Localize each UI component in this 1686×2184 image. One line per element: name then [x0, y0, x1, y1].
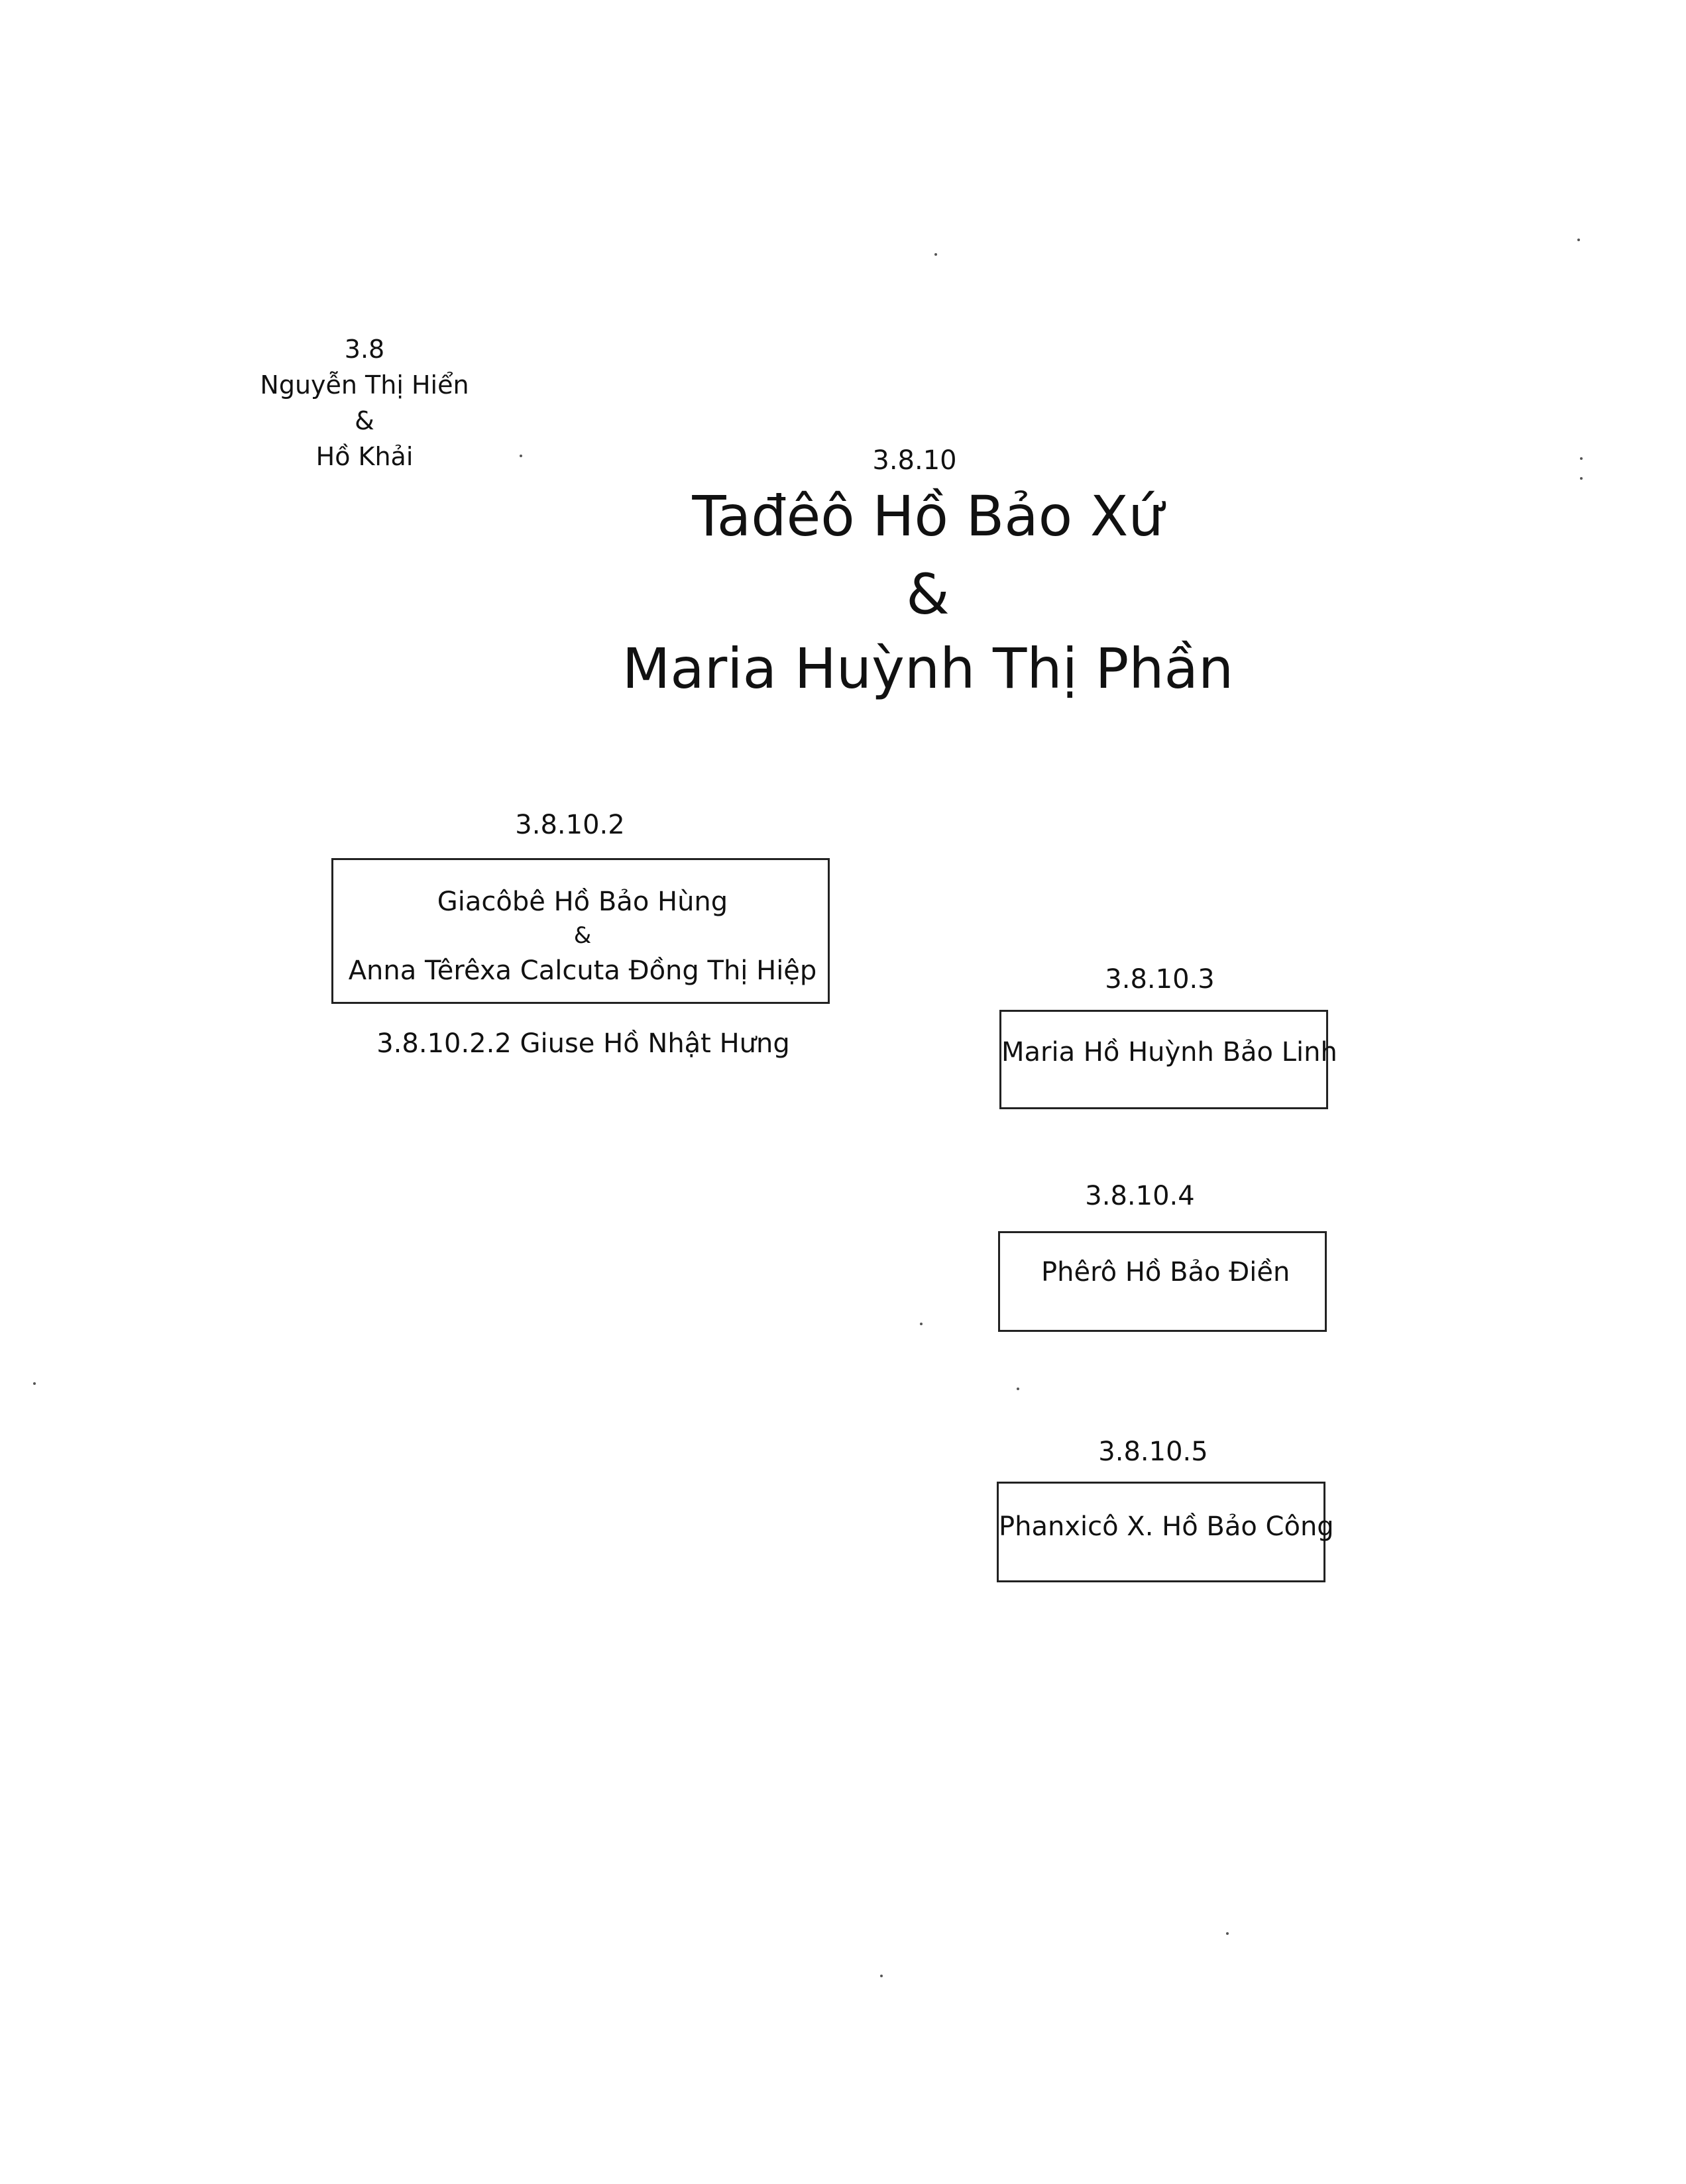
parent-id: 3.8: [344, 335, 385, 364]
parent-name-1: Nguyễn Thị Hiển: [260, 370, 469, 400]
scan-speck: [934, 253, 937, 256]
child-5-name: Phanxicô X. Hồ Bảo Công: [999, 1511, 1334, 1542]
child-4-id: 3.8.10.4: [1085, 1181, 1195, 1211]
child-3-id: 3.8.10.3: [1105, 964, 1215, 995]
parent-couple: [225, 331, 504, 474]
child-4-name: Phêrô Hồ Bảo Điền: [1041, 1257, 1290, 1287]
child-2-name-1: Giacôbê Hồ Bảo Hùng: [437, 887, 728, 917]
child-5-box: [997, 1482, 1334, 1582]
scan-speck: [1017, 1388, 1019, 1390]
main-couple-id: 3.8.10: [872, 445, 957, 476]
scan-speck: [920, 1323, 923, 1325]
child-5-id: 3.8.10.5: [1098, 1437, 1208, 1467]
scan-speck: [1580, 477, 1583, 480]
child-3-name: Maria Hồ Huỳnh Bảo Linh: [1001, 1037, 1337, 1067]
main-couple-ampersand: &: [906, 562, 950, 627]
scan-speck: [1577, 239, 1580, 241]
child-3-box: [999, 1010, 1337, 1109]
scan-speck: [1226, 1932, 1229, 1935]
child-4-box: [998, 1231, 1327, 1332]
main-couple-name-2: Maria Huỳnh Thị Phần: [622, 636, 1234, 701]
scan-speck: [520, 455, 522, 457]
child-2-name-2: Anna Têrêxa Calcuta Đồng Thị Hiệp: [348, 956, 817, 986]
child-2-box: [331, 858, 830, 1004]
parent-ampersand: &: [355, 406, 374, 435]
scan-speck: [1580, 457, 1583, 460]
scan-speck: [880, 1975, 883, 1977]
main-couple-name-1: Tađêô Hồ Bảo Xứ: [692, 484, 1164, 549]
parent-name-2: Hồ Khải: [315, 442, 414, 471]
scan-speck: [33, 1382, 36, 1385]
child-2-ampersand: &: [573, 922, 592, 949]
grandchild-entry: 3.8.10.2.2 Giuse Hồ Nhật Hưng: [376, 1028, 790, 1059]
child-2-id: 3.8.10.2: [515, 810, 625, 840]
